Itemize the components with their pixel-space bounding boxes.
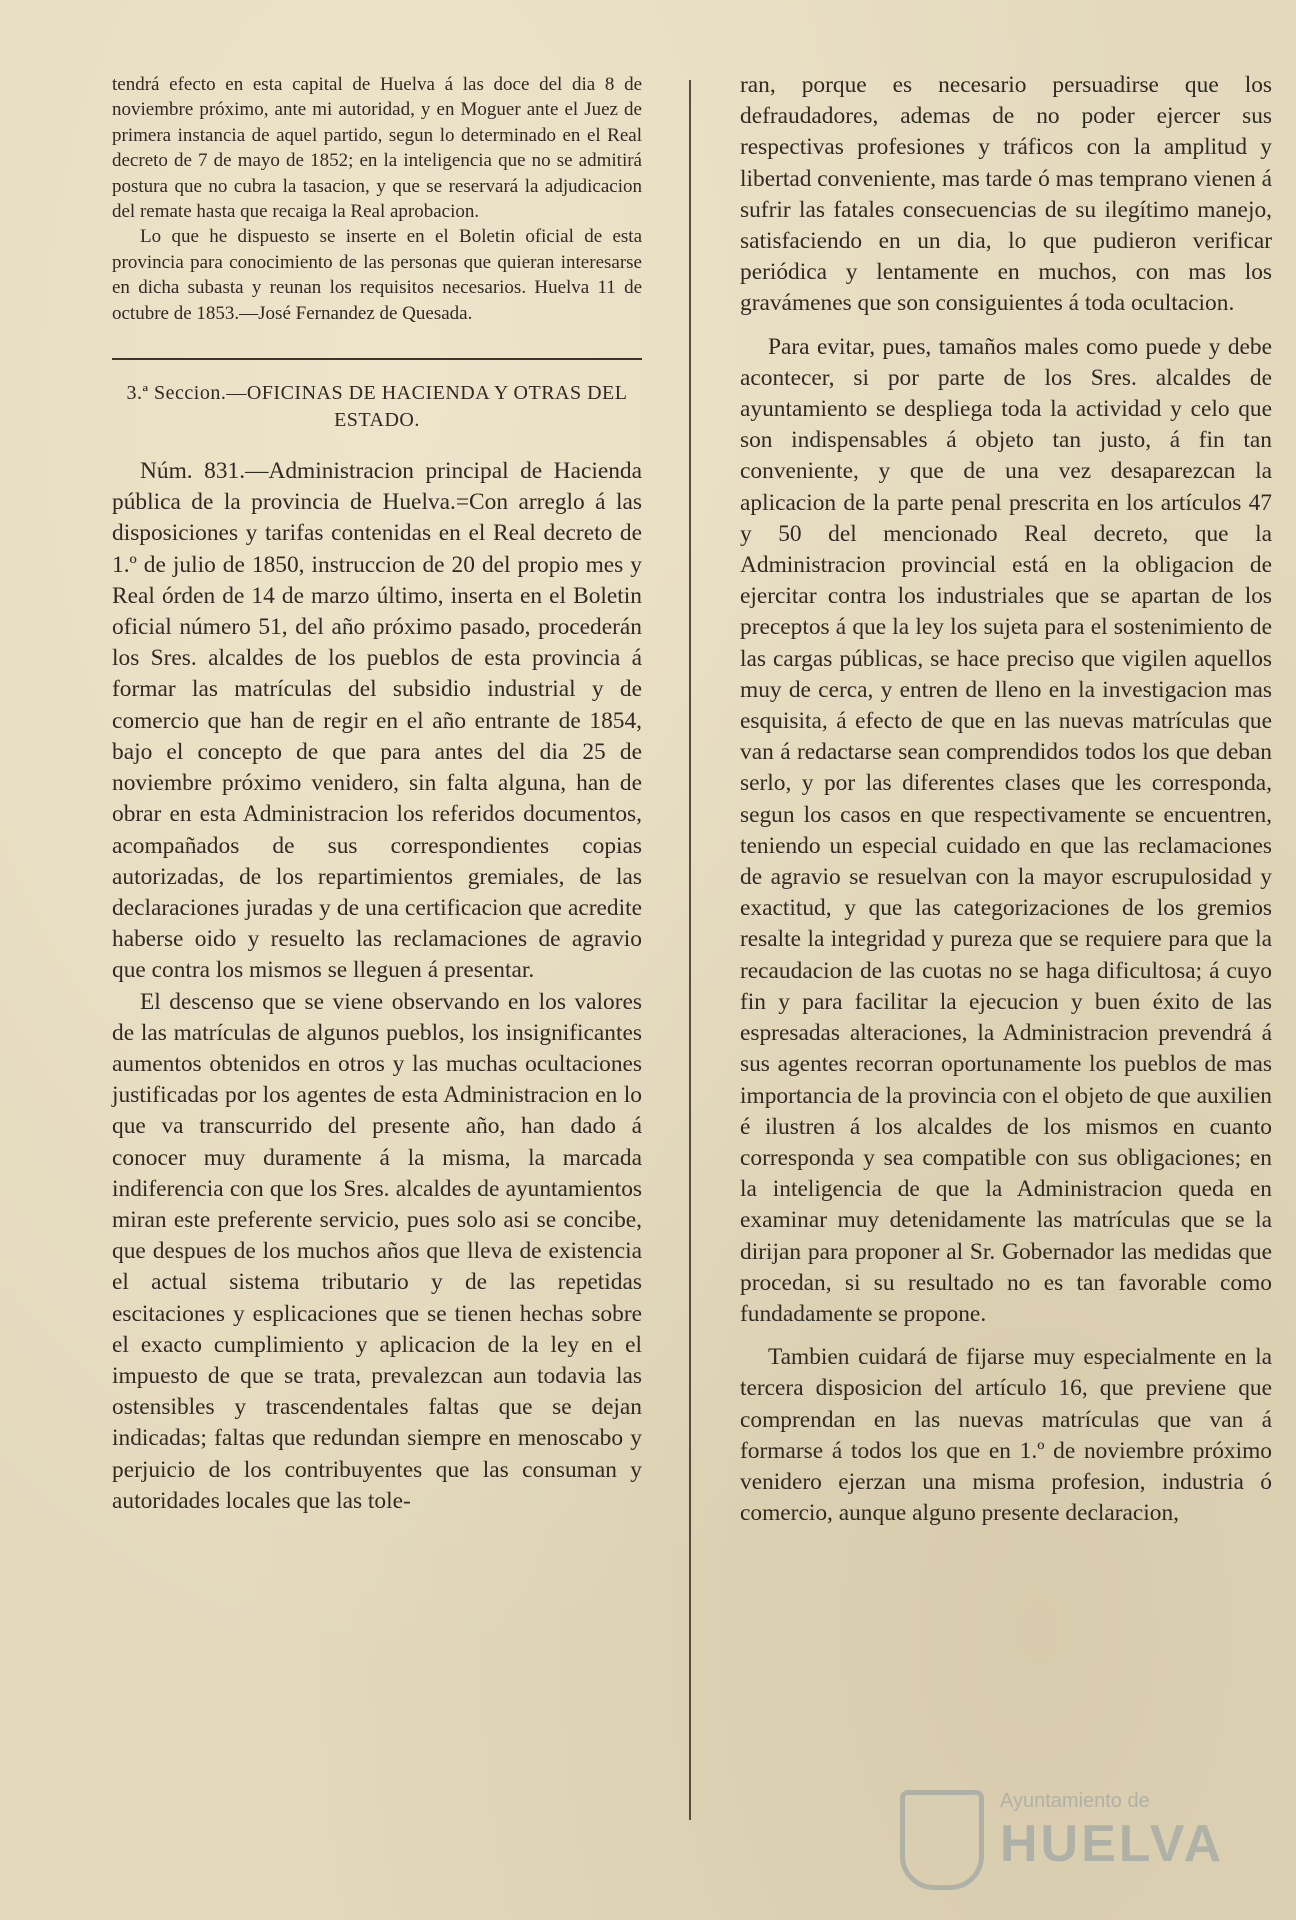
right-paragraph-2: Para evitar, pues, tamaños males como puede y debe acontecer, si por parte de los Sres. alcaldes de ayuntamiento se despliega toda la actividad y celo que son indispensables á objeto tan justo, á fin tan conveniente, y que de una vez desaparezcan la aplicacion de la parte penal prescrita en los artículos 47 y 50 del mencionado Real decreto, que la Administracion provincial está en la obligacion de ejercitar contra los industriales que se apartan de los preceptos á que la ley los sujeta para el sostenimiento de las cargas públicas, se hace preciso que vigilen aquellos muy de cerca, y entren de lleno en la investigacion mas esquisita, á efecto de que en las nuevas matrículas que van á redactarse sean comprendidos todos los que deban serlo, y por las diferentes clases que les corresponda, segun los casos en que respectivamente se encuentren, teniendo un especial cuidado en que las reclamaciones de agravio se resuelvan con la mayor escrupulosidad y exactitud, y que las categorizaciones de los gremios resalte la integridad y pureza que se requiere para que la recaudacion de las cuotas no se haga dificultosa; á cuyo fin y para facilitar la ejecucion y buen éxito de las espresadas alteraciones, la Administracion prevendrá á sus agentes recorran oportunamente los pueblos de mas importancia de la provincia con el objeto de que auxilien é ilustren á los alcaldes de los mismos en cuanto corresponda y sea compatible con sus obligaciones; en la inteligencia de que la Administracion queda en examinar muy detenidamente las matrículas que se la dirijan para proponer al Sr. Gobernador las medidas que procedan, si su resultado no es tan favorable como fundadamente se propone. [740,333,1272,1327]
coat-of-arms-icon [900,1790,984,1890]
watermark-big-text: HUELVA [1000,1815,1225,1873]
right-column [740,70,1272,1529]
section-heading: 3.ª Seccion.—OFICINAS DE HACIENDA Y OTRAS DEL ESTADO. [126,382,628,432]
archive-watermark [900,1780,1260,1900]
watermark-small-text: Ayuntamiento de [1000,1790,1150,1812]
section-divider-rule [112,358,642,360]
column-divider [689,80,691,1820]
left-column [112,72,642,1517]
paragraph-gap [740,1330,1272,1342]
auction-continuation-paragraph: tendrá efecto en esta capital de Huelva á las doce del dia 8 de noviembre próximo, ante mi autoridad, y en Moguer ante el Juez de primera instancia de aquel partido, segun lo determinado en el Real decreto de 7 de mayo de 1852; en la inteligencia que no se admitirá postura que no cubra la tasacion, y que se reservará la adjudicacion del remate hasta que recaiga la Real aprobacion. [112,74,642,223]
announcement-paragraph-2: El descenso que se viene observando en los valores de las matrículas de algunos pueblos, los insignificantes aumentos obtenidos en otros y las muchas ocultaciones justificadas por los agentes de esta Administracion en lo que va transcurrido del presente año, han dado á conocer muy duramente á la misma, la marcada indiferencia con que los Sres. alcaldes de ayuntamientos miran este preferente servicio, pues solo asi se concibe, que despues de los muchos años que lleva de existencia el actual sistema tributario y de las repetidas escitaciones y esplicaciones que se tienen hechas sobre el exacto cumplimiento y aplicacion de la ley en el impuesto de que se trata, prevalezcan aun todavia las ostensibles y trascendentales faltas que se dejan indicadas; faltas que redundan siempre en menoscabo y perjuicio de los contribuyentes que las consuman y autoridades locales que las tole- [112,988,642,1514]
right-paragraph-3: Tambien cuidará de fijarse muy especialmente en la tercera disposicion del artículo 16, que previene que comprendan en las nuevas matrículas que van á formarse á todos los que en 1.º de noviembre próximo venidero ejerzan una misma profesion, industria ó comercio, aunque alguno presente declaracion, [740,1344,1272,1527]
announcement-paragraph-1: Núm. 831.—Administracion principal de Hacienda pública de la provincia de Huelva.=Con arreglo á las disposiciones y tarifas contenidas en el Real decreto de 1.º de julio de 1850, instruccion de 20 del propio mes y Real órden de 14 de marzo último, inserta en el Boletin oficial número 51, del año próximo pasado, procederán los Sres. alcaldes de los pueblos de esta provincia á formar las matrículas del subsidio industrial y de comercio que han de regir en el año entrante de 1854, bajo el concepto de que para antes del dia 25 de noviembre próximo venidero, sin falta alguna, han de obrar en esta Administracion los referidos documentos, acompañados de sus correspondientes copias autorizadas, de los repartimientos gremiales, de las declaraciones juradas y de una certificacion que acredite haberse oido y resuelto las reclamaciones de agravio que contra los mismos se lleguen á presentar. [112,458,642,984]
right-paragraph-1: ran, porque es necesario persuadirse que los defraudadores, ademas de no poder ejercer sus respectivas profesiones y tráficos con la amplitud y libertad conveniente, mas tarde ó mas temprano vienen á sufrir las fatales consecuencias de su ilegítimo manejo, satisfaciendo en un dia, lo que pudieron verificar periódica y lentamente en muchos, con mas los gravámenes que son consiguientes á toda ocultacion. [740,72,1272,317]
paragraph-gap [740,320,1272,332]
closing-paragraph: Lo que he dispuesto se inserte en el Boletin oficial de esta provincia para conocimiento de las personas que quieran interesarse en dicha subasta y reunan los requisitos necesarios. Huelva 11 de octubre de 1853.—José Fernandez de Quesada. [112,226,642,324]
